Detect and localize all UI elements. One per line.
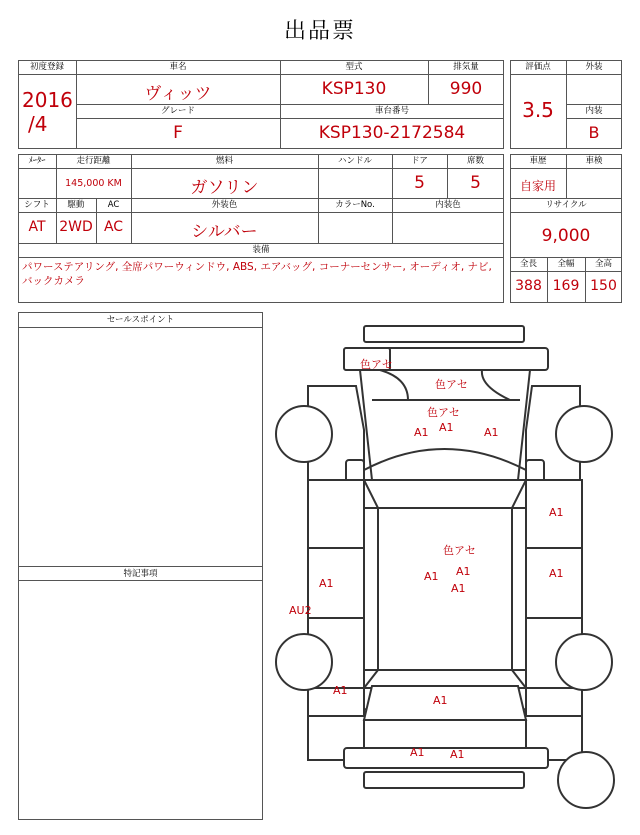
- ac: AC: [103, 219, 124, 235]
- equipment: パワーステアリング, 全席パワーウィンドウ, ABS, エアバッグ, コーナーセンサー, オーディオ, ナビ, バックカメラ: [22, 261, 492, 287]
- history: 自家用: [519, 179, 556, 193]
- car-name-label: 車名: [169, 62, 187, 72]
- damage-mark: A1: [456, 565, 471, 578]
- grade-label: グレード: [160, 106, 195, 116]
- shift: AT: [28, 219, 46, 235]
- damage-mark: A1: [549, 567, 564, 580]
- drive-label: 駆動: [67, 200, 85, 210]
- height: 150: [590, 278, 617, 294]
- height-label: 全高: [594, 259, 612, 269]
- interior-grade: B: [588, 123, 600, 142]
- displacement: 990: [449, 79, 483, 99]
- damage-mark: A1: [414, 426, 429, 439]
- fuel: ガソリン: [190, 178, 259, 198]
- handle-label: ハンドル: [337, 156, 372, 166]
- model-label: 型式: [345, 62, 363, 72]
- width: 169: [552, 278, 580, 294]
- color-no-label: カラーNo.: [335, 200, 375, 210]
- car-name: ヴィッツ: [144, 84, 212, 104]
- fuel-label: 燃料: [215, 156, 233, 166]
- seats-label: 席数: [466, 156, 484, 166]
- damage-mark: 色アセ: [427, 406, 460, 419]
- damage-mark: 色アセ: [360, 358, 393, 371]
- door: 5: [414, 173, 425, 193]
- int-color-label: 内装色: [435, 200, 461, 210]
- damage-mark: AU2: [289, 604, 312, 617]
- damage-mark: A1: [439, 421, 454, 434]
- damage-mark: 色アセ: [443, 544, 476, 557]
- recycle-label: リサイクル: [545, 200, 587, 210]
- first-reg-month: /4: [28, 112, 48, 136]
- meter-label: ﾒｰﾀｰ: [28, 156, 46, 166]
- model: KSP130: [321, 79, 387, 99]
- damage-mark: 色アセ: [435, 378, 468, 391]
- damage-mark: A1: [319, 577, 334, 590]
- damage-mark: A1: [451, 582, 466, 595]
- mileage: 145,000 KM: [65, 178, 122, 189]
- exterior-label: 外装: [585, 62, 603, 72]
- notes-label: 特記事項: [123, 569, 158, 579]
- mileage-label: 走行距離: [76, 156, 111, 166]
- first-reg-year: 2016: [22, 88, 73, 112]
- drive: 2WD: [59, 219, 93, 235]
- first-reg-label: 初度登録: [29, 62, 64, 72]
- ext-color-label: 外装色: [211, 200, 238, 210]
- chassis-label: 車台番号: [374, 106, 409, 116]
- history-label: 車歴: [529, 156, 547, 166]
- damage-mark: A1: [433, 694, 448, 707]
- damage-mark: A1: [424, 570, 439, 583]
- length: 388: [515, 278, 542, 294]
- recycle-fee: 9,000: [541, 226, 591, 246]
- inspection-label: 車検: [585, 156, 603, 166]
- chassis-number: KSP130-2172584: [318, 123, 466, 143]
- damage-mark: A1: [450, 748, 465, 761]
- ac-label: AC: [107, 200, 120, 210]
- shift-label: シフト: [24, 200, 50, 210]
- ext-color: シルバー: [191, 222, 258, 242]
- seats: 5: [470, 173, 481, 193]
- page-title: 出品票: [283, 19, 356, 44]
- damage-mark: A1: [333, 684, 348, 697]
- score-label: 評価点: [525, 62, 551, 72]
- door-label: ドア: [411, 156, 428, 166]
- interior-label: 内装: [585, 106, 603, 116]
- equip-label: 装備: [252, 245, 270, 255]
- damage-mark: A1: [549, 506, 564, 519]
- grade: F: [173, 123, 183, 143]
- displacement-label: 排気量: [453, 62, 479, 72]
- width-label: 全幅: [557, 259, 575, 269]
- length-label: 全長: [519, 259, 537, 269]
- score: 3.5: [522, 98, 554, 122]
- damage-mark: A1: [484, 426, 499, 439]
- sales-points-label: セールスポイント: [106, 315, 175, 325]
- damage-mark: A1: [410, 746, 425, 759]
